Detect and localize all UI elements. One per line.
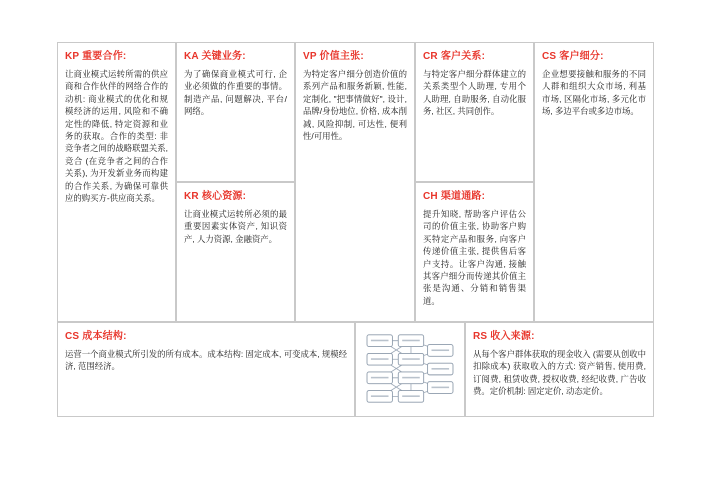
block-title-key-activities: KA 关键业务: (184, 51, 246, 62)
block-cost-structure[interactable] (57, 322, 355, 417)
block-title-key-partners: KP 重要合作: (65, 51, 127, 62)
column-customer-segments (534, 42, 654, 322)
block-text-key-resources: 让商业模式运转所必须的最重要因素实体资产, 知识资产, 人力资源, 金融资产。 (184, 209, 287, 244)
block-title-customer-relationships: CR 客户关系: (423, 51, 486, 62)
business-model-canvas (57, 42, 654, 417)
block-customer-relationships[interactable] (415, 42, 534, 182)
block-title-value-propositions: VP 价值主张: (303, 51, 364, 62)
block-revenue-streams[interactable] (465, 322, 654, 417)
block-text-customer-relationships: 与特定客户细分群体建立的关系类型个人助理, 专用个人助理, 自助服务, 自动化服务, 社区, 共同创作。 (423, 69, 526, 117)
block-text-key-partners: 让商业模式运转所需的供应商和合作伙伴的网络合作的动机: 商业模式的优化和规模经济的运用, 风险和不确定性的降低, 特定资源和业务的获取。合作的类型: 非竞争者之间的战略联盟关系, 竞合 (在竞争者之间的合作关系), 为开发新业务而构建的合作关系, 为确保可靠供应的购买方-供应商关系。 (65, 69, 168, 204)
block-text-value-propositions: 为特定客户细分创造价值的系列产品和服务新颖, 性能, 定制化, "把事情做好", 设计, 品牌/身份地位, 价格, 成本削减, 风险抑制, 可达性, 便利性/可用性。 (303, 69, 407, 142)
canvas-bottom-row (57, 322, 654, 417)
column-key-activities-resources (176, 42, 295, 322)
block-key-activities[interactable] (176, 42, 295, 182)
block-key-resources[interactable] (176, 182, 295, 322)
block-text-customer-segments: 企业想要接触和服务的不同人群和组织大众市场, 利基市场, 区隔化市场, 多元化市场, 多边平台或多边市场。 (542, 69, 646, 117)
network-diagram-icon (360, 327, 460, 412)
block-title-revenue-streams: RS 收入来源: (473, 331, 535, 342)
column-customer-relationships-channels (415, 42, 534, 322)
block-value-propositions[interactable] (295, 42, 415, 322)
block-title-customer-segments: CS 客户细分: (542, 51, 604, 62)
block-text-revenue-streams: 从每个客户群体获取的现金收入 (需要从创收中扣除成本) 获取收入的方式: 资产销售, 使用费, 订阅费, 租赁收费, 授权收费, 经纪收费, 广告收费。定价机制: 固定定价, 动态定价。 (473, 349, 646, 397)
column-value-propositions (295, 42, 415, 322)
column-key-partners (57, 42, 176, 322)
block-channels[interactable] (415, 182, 534, 322)
block-title-channels: CH 渠道通路: (423, 191, 486, 202)
block-customer-segments[interactable] (534, 42, 654, 322)
block-key-partners[interactable] (57, 42, 176, 322)
block-text-key-activities: 为了确保商业模式可行, 企业必须做的作重要的事情。制造产品, 问题解决, 平台/网络。 (184, 69, 287, 117)
canvas-top-row (57, 42, 654, 322)
block-title-cost-structure: CS 成本结构: (65, 331, 127, 342)
block-network-thumbnail[interactable] (355, 322, 465, 417)
block-text-cost-structure: 运营一个商业模式所引发的所有成本。成本结构: 固定成本, 可变成本, 规模经济, 范围经济。 (65, 349, 347, 372)
block-title-key-resources: KR 核心资源: (184, 191, 247, 202)
block-text-channels: 提升知晓, 帮助客户评估公司的价值主张, 协助客户购买特定产品和服务, 向客户传递价值主张, 提供售后客户支持。让客户沟通, 接触其客户细分而传递其价值主张是沟通、分销和销售渠道。 (423, 209, 526, 306)
